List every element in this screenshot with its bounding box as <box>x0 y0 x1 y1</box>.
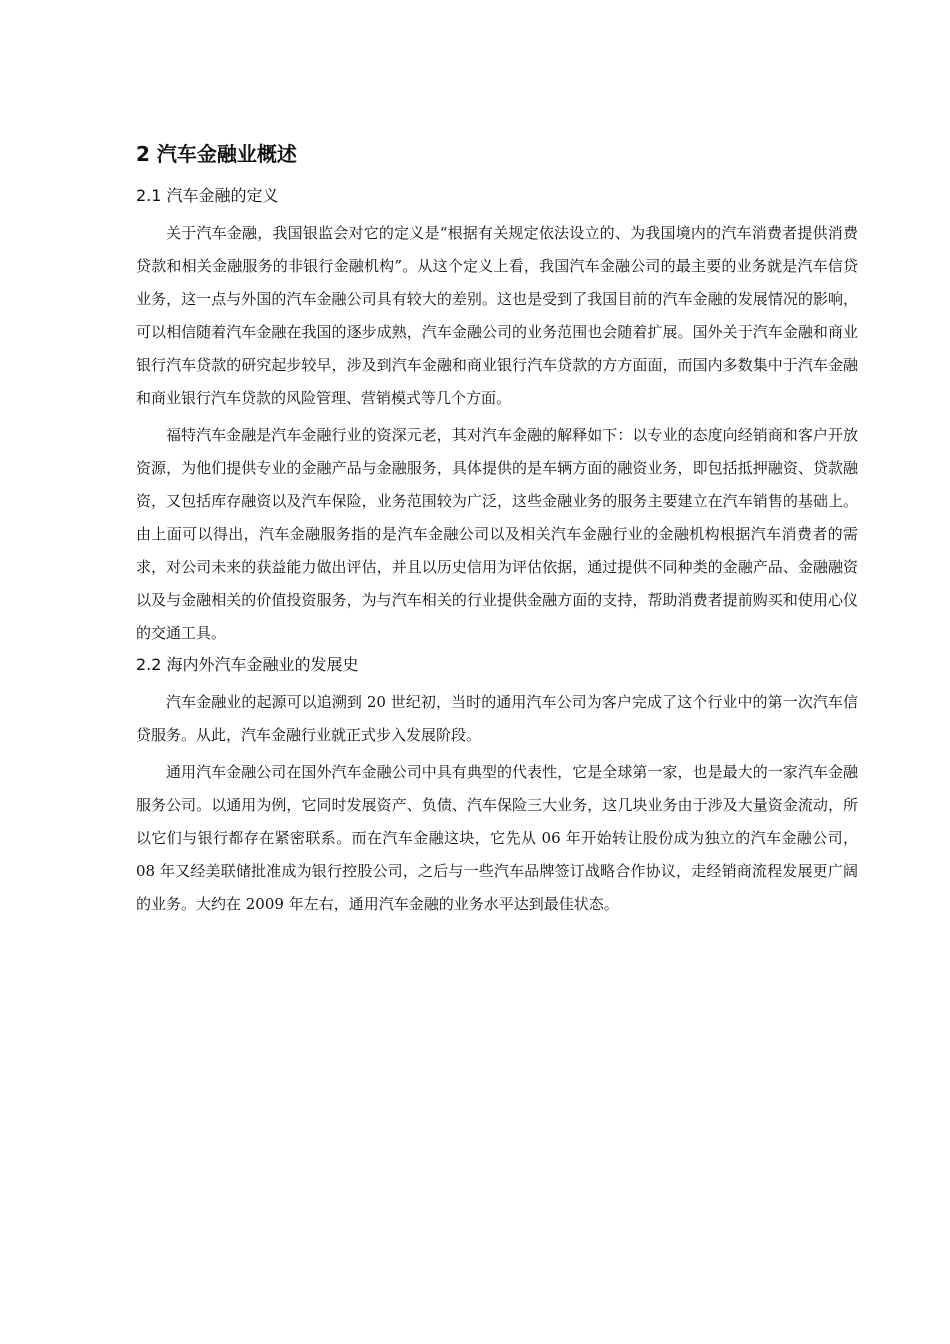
section-heading-2-2: 2.2 海内外汽车金融业的发展史 <box>136 655 359 674</box>
paragraph: 福特汽车金融是汽车金融行业的资深元老，其对汽车金融的解释如下：以专业的态度向经销商和客户开放资源，为他们提供专业的金融产品与金融服务，具体提供的是车辆方面的融资业务，即包括抵押融资、贷款融资，又包括库存融资以及汽车保险，业务范围较为广泛，这些金融业务的服务主要建立在汽车销售的基础上。由上面可以得出，汽车金融服务指的是汽车金融公司以及相关汽车金融行业的金融机构根据汽车消费者的需求，对公司未来的获益能力做出评估，并且以历史信用为评估依据，通过提供不同种类的金融产品、金融融资以及与金融相关的价值投资服务，为与汽车相关的行业提供金融方面的支持，帮助消费者提前购买和使用心仪的交通工具。 <box>136 426 858 642</box>
paragraph: 汽车金融业的起源可以追溯到 20 世纪初，当时的通用汽车公司为客户完成了这个行业中的第一次汽车信贷服务。从此，汽车金融行业就正式步入发展阶段。 <box>136 693 858 744</box>
chapter-title: 2 汽车金融业概述 <box>136 142 297 166</box>
paragraph: 通用汽车金融公司在国外汽车金融公司中具有典型的代表性，它是全球第一家，也是最大的一家汽车金融服务公司。以通用为例，它同时发展资产、负债、汽车保险三大业务，这几块业务由于涉及大量资金流动，所以它们与银行都存在紧密联系。而在汽车金融这块，它先从 06 年开始转让股份成为独立的汽车金融公司，08 年又经美联储批准成为银行控股公司，之后与一些汽车品牌签订战略合作协议，走经销商流程发展更广阔的业务。大约在 2009 年左右，通用汽车金融的业务水平达到最佳状态。 <box>136 763 858 913</box>
paragraph: 关于汽车金融，我国银监会对它的定义是“根据有关规定依法设立的、为我国境内的汽车消费者提供消费贷款和相关金融服务的非银行金融机构”。从这个定义上看，我国汽车金融公司的最主要的业务就是汽车信贷业务，这一点与外国的汽车金融公司具有较大的差别。这也是受到了我国目前的汽车金融的发展情况的影响，可以相信随着汽车金融在我国的逐步成熟，汽车金融公司的业务范围也会随着扩展。国外关于汽车金融和商业银行汽车贷款的研究起步较早，涉及到汽车金融和商业银行汽车贷款的方方面面，而国内多数集中于汽车金融和商业银行汽车贷款的风险管理、营销模式等几个方面。 <box>136 224 858 407</box>
section-heading-2-1: 2.1 汽车金融的定义 <box>136 186 279 205</box>
document-body <box>136 137 858 921</box>
